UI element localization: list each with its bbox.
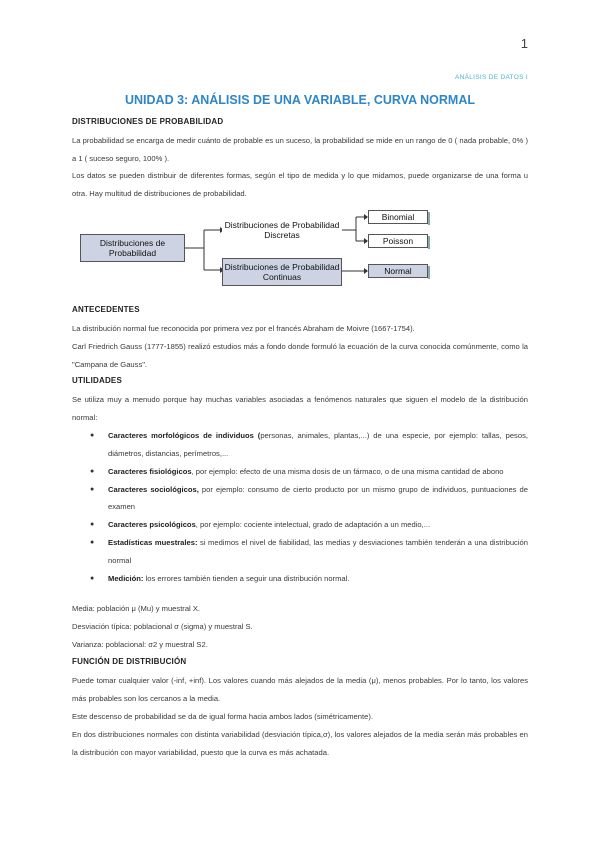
paragraph: La probabilidad se encarga de medir cuánto de probable es un suceso, la probabilidad se mide en un rango de 0 ( nada probable, 0% ) a 1 ( suceso seguro, 100% ). (72, 136, 528, 163)
bullet-icon: ● (90, 432, 95, 439)
section-heading-funcion: FUNCIÓN DE DISTRIBUCIÓN (72, 657, 187, 666)
section-heading-antecedentes: ANTECEDENTES (72, 305, 140, 314)
page-number: 1 (520, 36, 528, 51)
bullet-icon: ● (90, 485, 95, 493)
running-header: ANÁLISIS DE DATOS I (454, 74, 528, 81)
utilidades-list (72, 427, 528, 588)
box-continuas: Distribuciones de Probabilidad Continuas (222, 258, 342, 286)
box-binomial: Binomial (368, 210, 428, 224)
box-discretas: Distribuciones de Probabilidad Discretas (222, 218, 342, 242)
paragraph: Los datos se pueden distribuir de diferentes formas, según el tipo de medida y lo que midamos, puede organizarse de una forma u otra. Hay multitud de distribuciones de probabilidad. (72, 171, 528, 198)
section-heading-distribuciones: DISTRIBUCIONES DE PROBABILIDAD (72, 117, 224, 126)
page-title: UNIDAD 3: ANÁLISIS DE UNA VARIABLE, CURVA NORMAL (124, 93, 475, 107)
box-normal: Normal (368, 264, 428, 278)
section-heading-utilidades: UTILIDADES (72, 376, 122, 385)
media-line: Media: población μ (Mu) y muestral X. (72, 604, 201, 613)
box-poisson: Poisson (368, 234, 428, 248)
paragraph: La distribución normal fue reconocida por primera vez por el francés Abraham de Moivre (1667-1754). (72, 324, 415, 333)
desviacion-line: Desviación típica: poblacional σ (sigma) y muestral S. (72, 622, 253, 631)
list-item: ● Caracteres sociológicos, por ejemplo: consumo de cierto producto por un mismo grupo de individuos, puntuaciones de examen (72, 481, 528, 516)
probability-distributions-diagram (76, 208, 436, 288)
list-item: ● Caracteres psicológicos, por ejemplo: cociente intelectual, grado de adaptación a un medio,... (72, 516, 528, 534)
box-distribuciones-probabilidad: Distribuciones de Probabilidad (80, 234, 185, 262)
list-item: ● Caracteres fisiológicos, por ejemplo: efecto de una misma dosis de un fármaco, o de una misma cantidad de abono (72, 463, 528, 481)
paragraph: Carl Friedrich Gauss (1777-1855) realizó estudios más a fondo donde formuló la ecuación de la curva conocida comúnmente, como la "Campana de Gauss". (72, 342, 528, 369)
varianza-line: Varianza: poblacional: σ2 y muestral S2. (72, 640, 208, 649)
bullet-icon: ● (90, 467, 95, 475)
paragraph: En dos distribuciones normales con distinta variabilidad (desviación típica,σ), los valores alejados de la media serán más probables en la distribución con mayor variabilidad, puesto que la curva es más achatada. (72, 730, 528, 757)
paragraph: Se utiliza muy a menudo porque hay muchas variables asociadas a fenómenos naturales que siguen el modelo de la distribución normal: (72, 395, 528, 422)
list-item: ● Medición: los errores también tienden a seguir una distribución normal. (72, 570, 528, 588)
bullet-icon: ● (90, 521, 95, 528)
bullet-icon: ● (90, 539, 95, 546)
list-item: ● Estadísticas muestrales: si medimos el nivel de fiabilidad, las medias y desviaciones también tenderán a una distribución normal (72, 534, 528, 569)
paragraph: Puede tomar cualquier valor (-inf, +inf). Los valores cuando más alejados de la media (μ), menos probables. Por lo tanto, los valores más probables son los cercanos a la media. (72, 676, 528, 703)
list-item: ● Caracteres morfológicos de individuos (personas, animales, plantas,...) de una especie, por ejemplo: tallas, pesos, diámetros, distancias, perímetros,... (72, 427, 528, 462)
bullet-icon: ● (90, 574, 95, 582)
paragraph: Este descenso de probabilidad se da de igual forma hacia ambos lados (simétricamente). (72, 712, 373, 721)
